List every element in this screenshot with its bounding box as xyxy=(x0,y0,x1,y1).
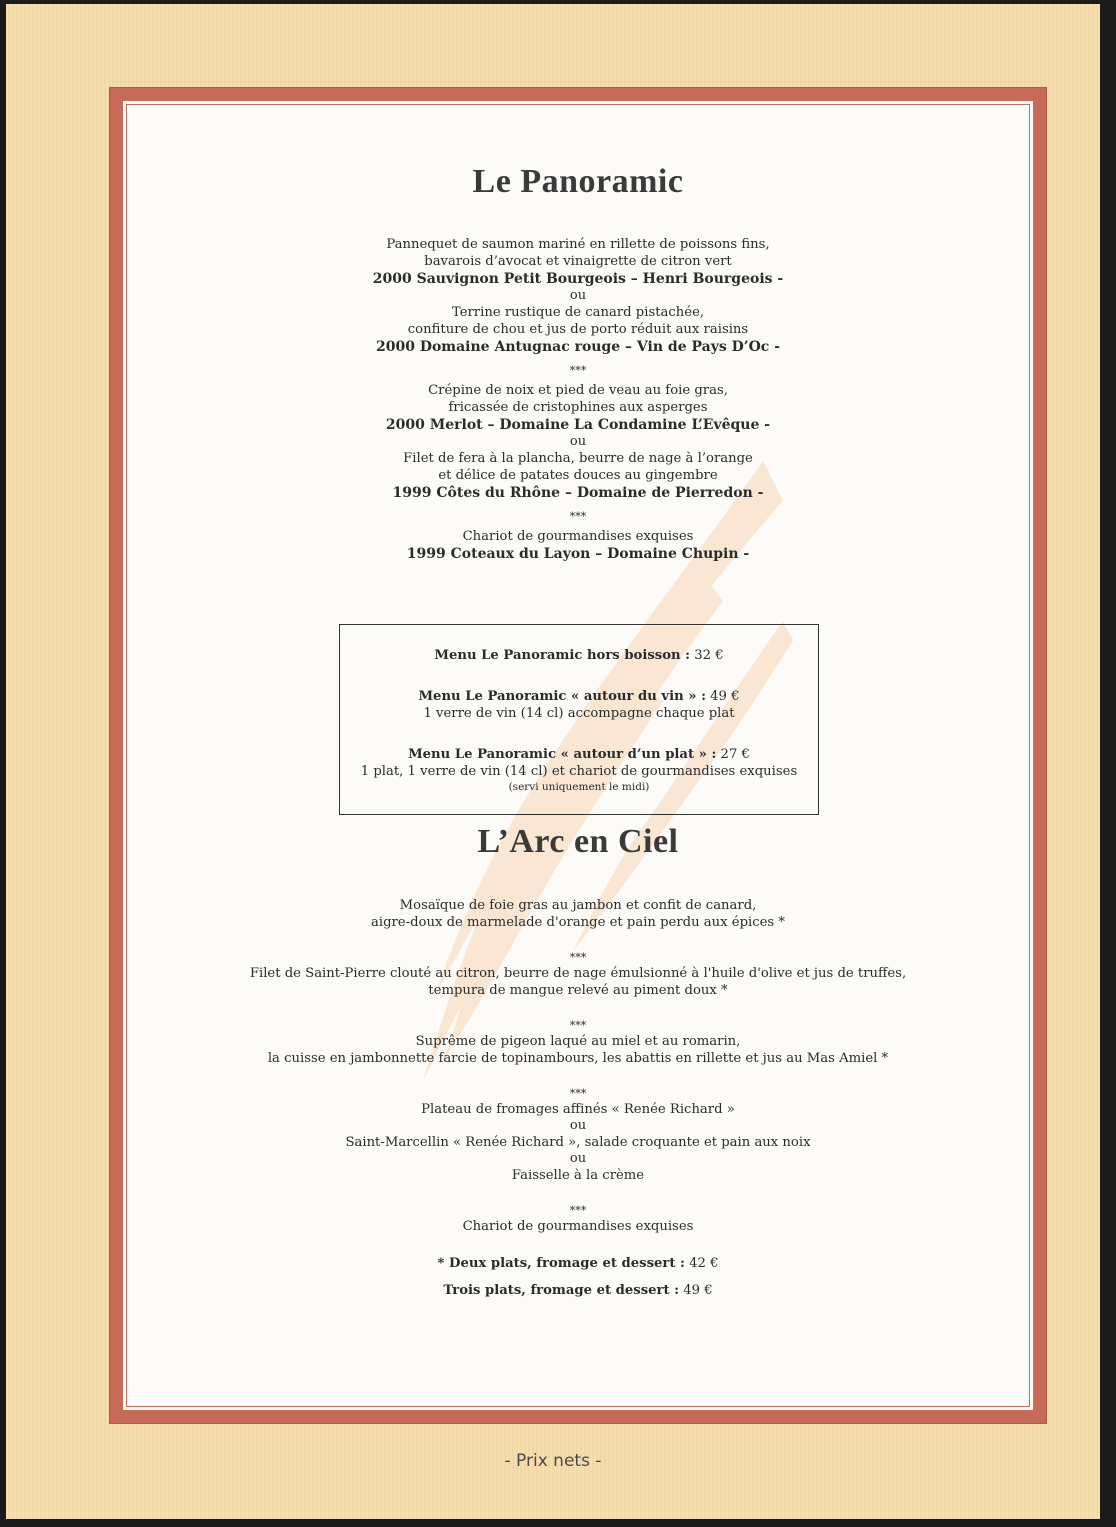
price-line-1 xyxy=(340,647,818,664)
set-price-line-2 xyxy=(123,1282,1033,1299)
price-value: 27 € xyxy=(716,747,750,762)
course-line: Terrine rustique de canard pistachée, xyxy=(451,305,705,320)
course-line: Saint-Marcellin « Renée Richard », salade croquante et pain aux noix xyxy=(345,1135,811,1150)
course-line: Suprême de pigeon laqué au miel et au romarin, xyxy=(415,1034,741,1049)
or-separator: ou xyxy=(569,1118,587,1133)
or-separator: ou xyxy=(569,434,587,449)
course-line: Filet de fera à la plancha, beurre de nage à l’orange xyxy=(403,451,753,466)
course-line: Filet de Saint-Pierre clouté au citron, beurre de nage émulsionné à l'huile d'olive et jus de truffes, xyxy=(249,966,907,981)
price-label: Menu Le Panoramic « autour d’un plat » : xyxy=(408,747,717,762)
or-separator: ou xyxy=(569,1151,587,1166)
course-line: tempura de mangue relevé au piment doux * xyxy=(428,983,728,998)
price-line-3 xyxy=(340,746,818,763)
course-separator: *** xyxy=(569,364,587,377)
menu-sheet xyxy=(6,4,1100,1519)
course-separator: *** xyxy=(569,1087,587,1100)
menu-card xyxy=(122,100,1034,1411)
price-value: 49 € xyxy=(705,689,740,704)
course-line: Crépine de noix et pied de veau au foie gras, xyxy=(428,383,728,398)
net-prices-footer: - Prix nets - xyxy=(504,1451,602,1471)
wine-pairing: 2000 Merlot – Domaine La Condamine L’Evêque - xyxy=(385,417,771,433)
price-label: * Deux plats, fromage et dessert : xyxy=(437,1256,685,1271)
course-line: Mosaïque de foie gras au jambon et confit de canard, xyxy=(399,898,757,913)
course-separator: *** xyxy=(569,1019,587,1032)
or-separator: ou xyxy=(569,288,587,303)
course-separator: *** xyxy=(569,510,587,523)
wine-pairing: 2000 Domaine Antugnac rouge – Vin de Pays D’Oc - xyxy=(375,339,781,355)
set-price-line-1 xyxy=(123,1255,1033,1272)
wine-pairing: 1999 Côtes du Rhône – Domaine de Pierredon - xyxy=(392,485,764,501)
course-line: la cuisse en jambonnette farcie de topinambours, les abattis en rillette et jus au Mas Amiel * xyxy=(267,1051,889,1066)
course-separator: *** xyxy=(569,1204,587,1217)
price-description: 1 verre de vin (14 cl) accompagne chaque plat xyxy=(423,706,735,721)
price-box xyxy=(339,624,819,815)
price-value: 32 € xyxy=(690,648,724,663)
course-separator: *** xyxy=(569,951,587,964)
course-line: et délice de patates douces au gingembre xyxy=(438,468,718,483)
price-value: 42 € xyxy=(684,1256,719,1271)
price-note: (servi uniquement le midi) xyxy=(508,781,650,793)
course-line: Chariot de gourmandises exquises xyxy=(462,529,694,544)
course-line: bavarois d’avocat et vinaigrette de citron vert xyxy=(424,254,732,269)
course-line: Faisselle à la crème xyxy=(511,1168,645,1183)
course-line: Chariot de gourmandises exquises xyxy=(462,1219,694,1234)
price-label: Trois plats, fromage et dessert : xyxy=(443,1283,680,1298)
menu-title-arc-en-ciel: L’Arc en Ciel xyxy=(477,823,679,860)
price-label: Menu Le Panoramic « autour du vin » : xyxy=(418,689,706,704)
wine-pairing: 1999 Coteaux du Layon – Domaine Chupin - xyxy=(406,546,750,562)
course-line: Plateau de fromages affinés « Renée Richard » xyxy=(421,1102,735,1117)
course-line: Pannequet de saumon mariné en rillette de poissons fins, xyxy=(386,237,770,252)
course-line: confiture de chou et jus de porto réduit aux raisins xyxy=(407,322,749,337)
course-line: aigre-doux de marmelade d'orange et pain perdu aux épices * xyxy=(370,915,785,930)
price-label: Menu Le Panoramic hors boisson : xyxy=(434,648,691,663)
course-line: fricassée de cristophines aux asperges xyxy=(448,400,708,415)
menu-title-panoramic: Le Panoramic xyxy=(472,163,684,200)
wine-pairing: 2000 Sauvignon Petit Bourgeois – Henri Bourgeois - xyxy=(372,271,784,287)
red-frame xyxy=(109,87,1047,1424)
price-line-2 xyxy=(340,688,818,705)
price-value: 49 € xyxy=(679,1283,713,1298)
price-description: 1 plat, 1 verre de vin (14 cl) et chariot de gourmandises exquises xyxy=(360,764,798,779)
